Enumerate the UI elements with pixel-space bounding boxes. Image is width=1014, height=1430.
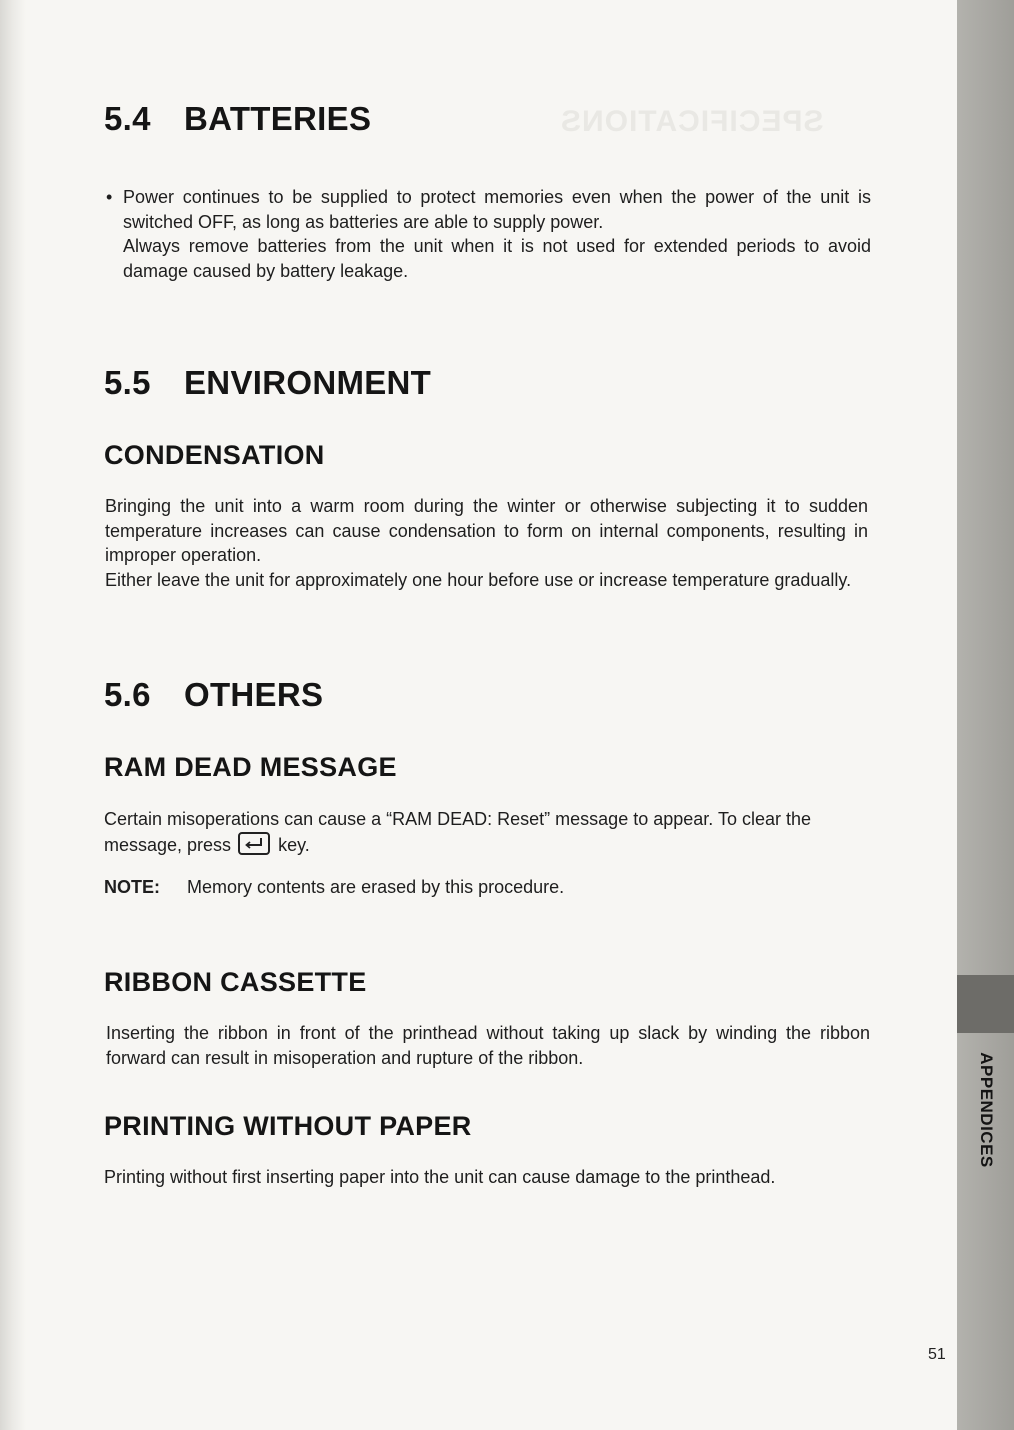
side-index-tab-marker <box>957 975 1014 1033</box>
batteries-paragraph-2: Always remove batteries from the unit when it is not used for extended periods to avoid damage caused by battery leakage. <box>123 236 871 281</box>
show-through-text: SPECIFICATIONS <box>560 105 824 138</box>
condensation-paragraph-2: Either leave the unit for approximately one hour before use or increase temperature gradually. <box>105 569 852 590</box>
ram-dead-text <box>104 807 868 857</box>
side-tab-label: APPENDICES <box>977 1052 996 1168</box>
printing-text <box>104 1165 868 1190</box>
section-title-others <box>104 676 323 714</box>
condensation-text <box>105 494 868 592</box>
section-title-batteries <box>104 100 371 138</box>
side-index-strip <box>957 0 1014 1430</box>
subheading-ribbon-cassette: RIBBON CASSETTE <box>104 967 367 997</box>
subheading-ram-dead-message: RAM DEAD MESSAGE <box>104 752 397 782</box>
note-text: Memory contents are erased by this procedure. <box>187 877 565 897</box>
ram-dead-text-after-key: key. <box>278 834 310 855</box>
printing-paragraph: Printing without first inserting paper into the unit can cause damage to the printhead. <box>104 1167 776 1187</box>
section-number: 5.6 <box>104 676 151 713</box>
section-title-environment <box>104 364 431 402</box>
ribbon-text <box>106 1021 870 1070</box>
section-number: 5.4 <box>104 100 151 137</box>
ram-dead-note <box>104 875 868 900</box>
batteries-paragraph-1: Power continues to be supplied to protect memories even when the power of the unit is switched OFF, as long as batteries are able to supply power. <box>123 187 871 232</box>
subheading-printing-without-paper: PRINTING WITHOUT PAPER <box>104 1111 472 1141</box>
bullet-icon: • <box>106 187 113 207</box>
subheading-condensation: CONDENSATION <box>104 440 325 470</box>
section-heading: ENVIRONMENT <box>184 364 432 401</box>
ram-dead-paragraph <box>104 807 868 857</box>
ribbon-paragraph: Inserting the ribbon in front of the printhead without taking up slack by winding the ribbon forward can result in misoperation and rupture of the ribbon. <box>106 1023 870 1068</box>
page-number: 51 <box>928 1346 946 1363</box>
batteries-text <box>106 185 871 283</box>
section-number: 5.5 <box>104 364 151 401</box>
ram-dead-text-before-key: Certain misoperations can cause a “RAM DEAD: Reset” message to appear. To clear the message, press <box>104 809 812 855</box>
condensation-paragraph-1: Bringing the unit into a warm room during the winter or otherwise subjecting it to sudden temperature increases can cause condensation to form on internal components, resulting in improper operation. <box>105 496 868 565</box>
section-heading: OTHERS <box>184 676 324 713</box>
return-key-icon <box>238 832 270 855</box>
note-label: NOTE: <box>104 877 160 897</box>
section-heading: BATTERIES <box>184 100 372 137</box>
page-binding-shadow <box>0 0 26 1430</box>
